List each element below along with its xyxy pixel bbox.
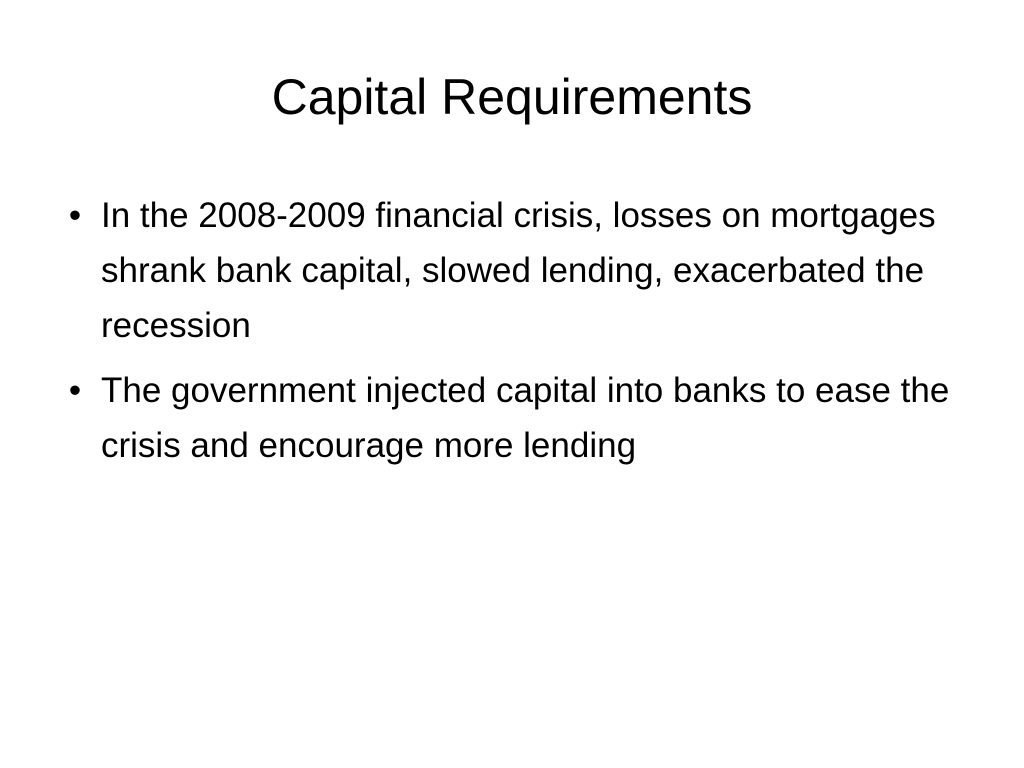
bullet-text: The government injected capital into banks to ease the crisis and encourage more lending [101, 371, 950, 465]
bullet-dot-icon: • [68, 196, 82, 235]
bullet-item [60, 363, 980, 473]
bullet-dot-icon: • [68, 371, 82, 410]
bullet-list [60, 188, 980, 483]
bullet-text: In the 2008-2009 financial crisis, losses on mortgages shrank bank capital, slowed lending, exacerbated the recession [101, 196, 936, 345]
slide-title: Capital Requirements [271, 69, 753, 125]
bullet-item [60, 188, 980, 353]
